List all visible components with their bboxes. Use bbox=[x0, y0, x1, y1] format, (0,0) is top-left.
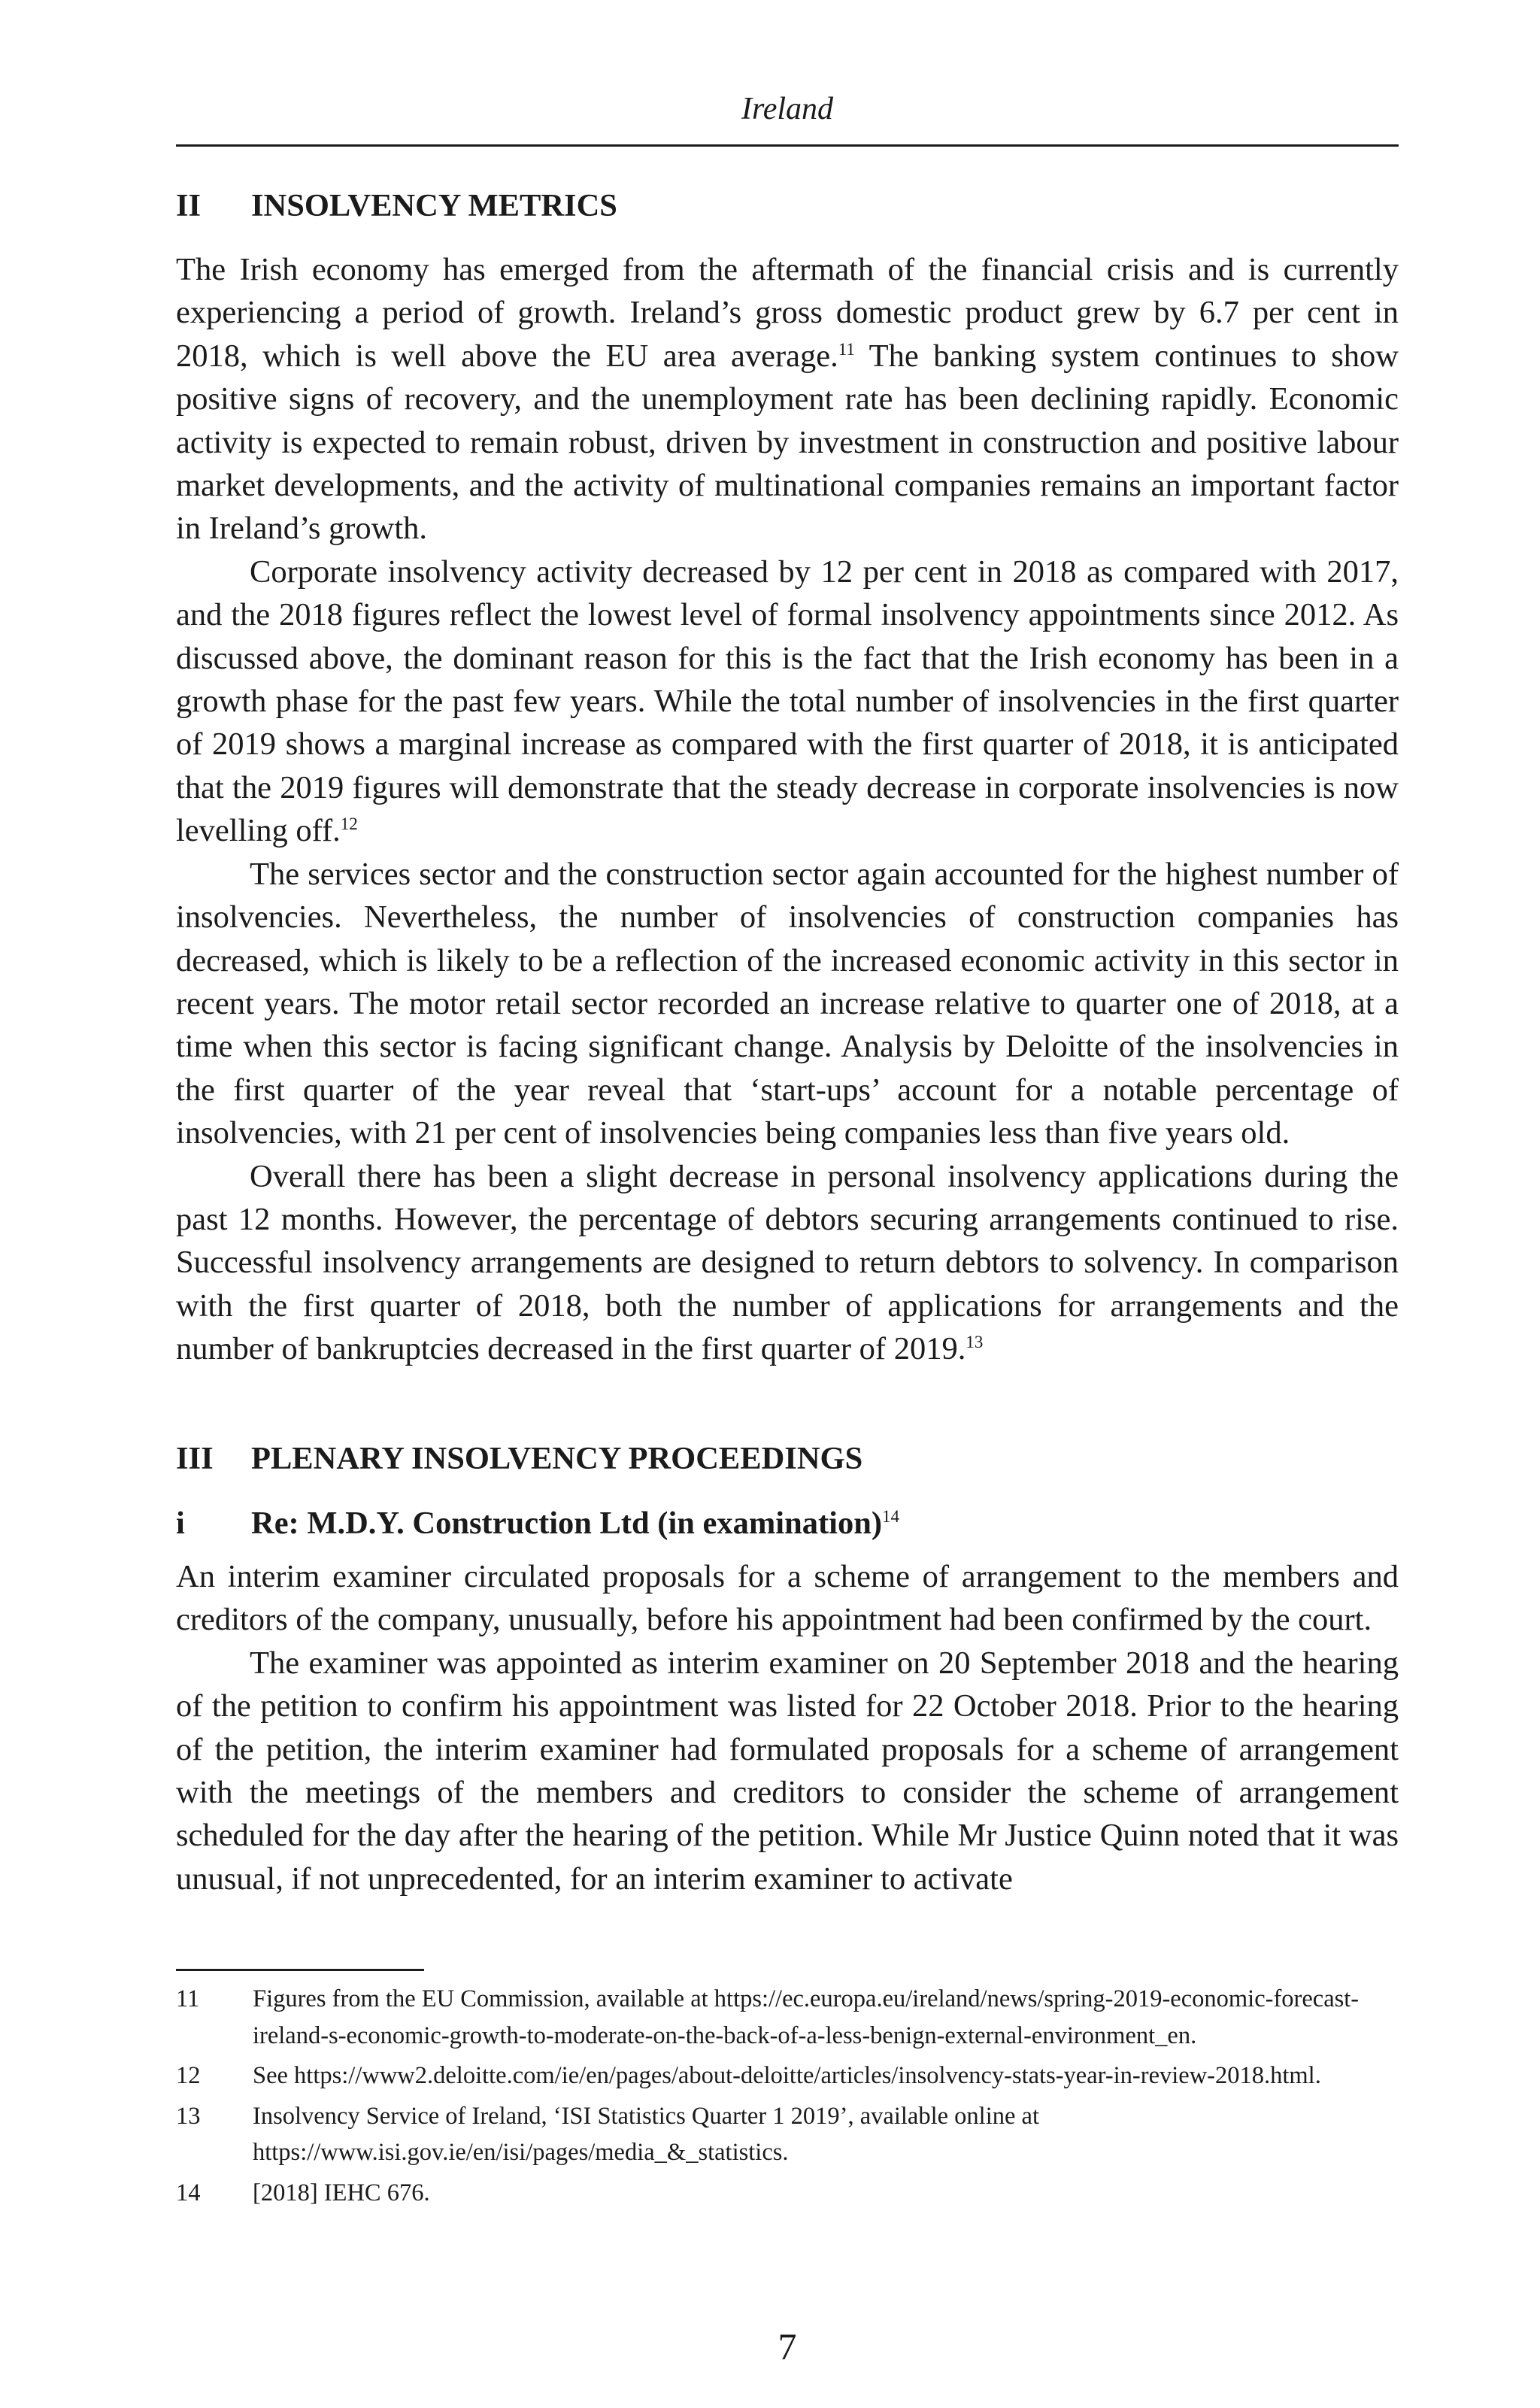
footnote-ref: 12 bbox=[340, 814, 358, 834]
paragraph: The services sector and the construction sector again accounted for the highest number of insolvencies. Nevertheless, the number of insolvencies of construction companies has decreased, which is likely to be a reflection of the increased economic activity in this sector in recent years. The motor retail sector recorded an increase relative to quarter one of 2018, at a time when this sector is facing significant change. Analysis by Deloitte of the insolvencies in the first quarter of the year reveal that ‘start-ups’ account for a notable percentage of insolvencies, with 21 per cent of insolvencies being companies less than five years old. bbox=[176, 856, 1399, 1151]
footnote bbox=[176, 2058, 1399, 2094]
subsection-number: i bbox=[176, 1506, 185, 1541]
page-number: 7 bbox=[778, 2325, 797, 2367]
section-ii-title: INSOLVENCY METRICS bbox=[251, 188, 617, 223]
footnote bbox=[176, 2175, 1399, 2212]
footnote-rule bbox=[176, 1969, 424, 1971]
paragraph-text: Overall there has been a slight decrease in personal insolvency applications during the past 12 months. However, the percentage of debtors securing arrangements continued to rise. Successful insolvency arrangements are designed to return debtors to solvency. In comparison with the first quarter of 2018, both the number of applications for arrangements and the number of bankruptcies decreased in the first quarter of 2019. bbox=[176, 1158, 1399, 1367]
footnote-ref: 11 bbox=[838, 339, 855, 359]
section-iii-title: PLENARY INSOLVENCY PROCEEDINGS bbox=[251, 1441, 863, 1476]
paragraph-text: The Irish economy has emerged from the aftermath of the financial crisis and is currently experiencing a period of growth. Ireland’s gross domestic product grew by 6.7 per cent in 2018, which is well above the EU area average. bbox=[176, 252, 1399, 374]
footnote-text: Figures from the EU Commission, available at https://ec.europa.eu/ireland/news/spring-2019-economic-forecast-ireland-s-economic-growth-to-moderate-on-the-back-of-a-less-benign-external-environment_en. bbox=[253, 1985, 1360, 2049]
footnote-number: 12 bbox=[176, 2062, 201, 2089]
footnote-text: Insolvency Service of Ireland, ‘ISI Statistics Quarter 1 2019’, available online at https://www.isi.gov.ie/en/isi/pages/media_&_statistics. bbox=[253, 2102, 1039, 2166]
footnote-text: [2018] IEHC 676. bbox=[253, 2179, 430, 2206]
section-ii-body bbox=[176, 248, 1399, 1371]
section-ii-heading bbox=[176, 185, 1399, 227]
paragraph: An interim examiner circulated proposals for a scheme of arrangement to the members and creditors of the company, unusually, before his appointment had been confirmed by the court. bbox=[176, 1559, 1399, 1638]
footnote-number: 11 bbox=[176, 1985, 200, 2012]
header-rule bbox=[176, 144, 1399, 147]
footnote bbox=[176, 1981, 1399, 2054]
footnote-number: 14 bbox=[176, 2179, 201, 2206]
section-ii-number: II bbox=[176, 188, 202, 223]
paragraph-text: The banking system continues to show positive signs of recovery, and the unemployment rate has been declining rapidly. Economic activity is expected to remain robust, driven by investment in construction and positive labour market developments, and the activity of multinational companies remains an important factor in Ireland’s growth. bbox=[176, 338, 1399, 547]
section-iii-body bbox=[176, 1555, 1399, 1900]
subsection-heading bbox=[176, 1503, 1399, 1545]
paragraph bbox=[176, 1155, 1399, 1371]
section-iii-number: III bbox=[176, 1441, 214, 1476]
paragraph-text: Corporate insolvency activity decreased by 12 per cent in 2018 as compared with 2017, and the 2018 figures reflect the lowest level of formal insolvency appointments since 2012. As discussed above, the dominant reason for this is the fact that the Irish economy has been in a growth phase for the past few years. While the total number of insolvencies in the first quarter of 2019 shows a marginal increase as compared with the first quarter of 2018, it is anticipated that the 2019 figures will demonstrate that the steady decrease in corporate insolvencies is now levelling off. bbox=[176, 553, 1399, 849]
footnote-number: 13 bbox=[176, 2102, 201, 2130]
running-head: Ireland bbox=[741, 92, 834, 126]
subsection-title: Re: M.D.Y. Construction Ltd (in examination) bbox=[251, 1506, 882, 1541]
paragraph bbox=[176, 248, 1399, 550]
footnotes bbox=[176, 1981, 1399, 2215]
paragraph: The examiner was appointed as interim examiner on 20 September 2018 and the hearing of the petition to confirm his appointment was listed for 22 October 2018. Prior to the hearing of the petition, the interim examiner had formulated proposals for a scheme of arrangement with the meetings of the members and creditors to consider the scheme of arrangement scheduled for the day after the hearing of the petition. While Mr Justice Quinn noted that it was unusual, if not unprecedented, for an interim examiner to activate bbox=[176, 1645, 1399, 1897]
footnote-text: See https://www2.deloitte.com/ie/en/pages/about-deloitte/articles/insolvency-stats-year-in-review-2018.html. bbox=[253, 2062, 1321, 2089]
footnote bbox=[176, 2098, 1399, 2171]
footnote-ref: 13 bbox=[966, 1333, 984, 1351]
footnote-ref: 14 bbox=[881, 1506, 899, 1526]
section-iii-heading bbox=[176, 1438, 1399, 1480]
paragraph bbox=[176, 550, 1399, 853]
